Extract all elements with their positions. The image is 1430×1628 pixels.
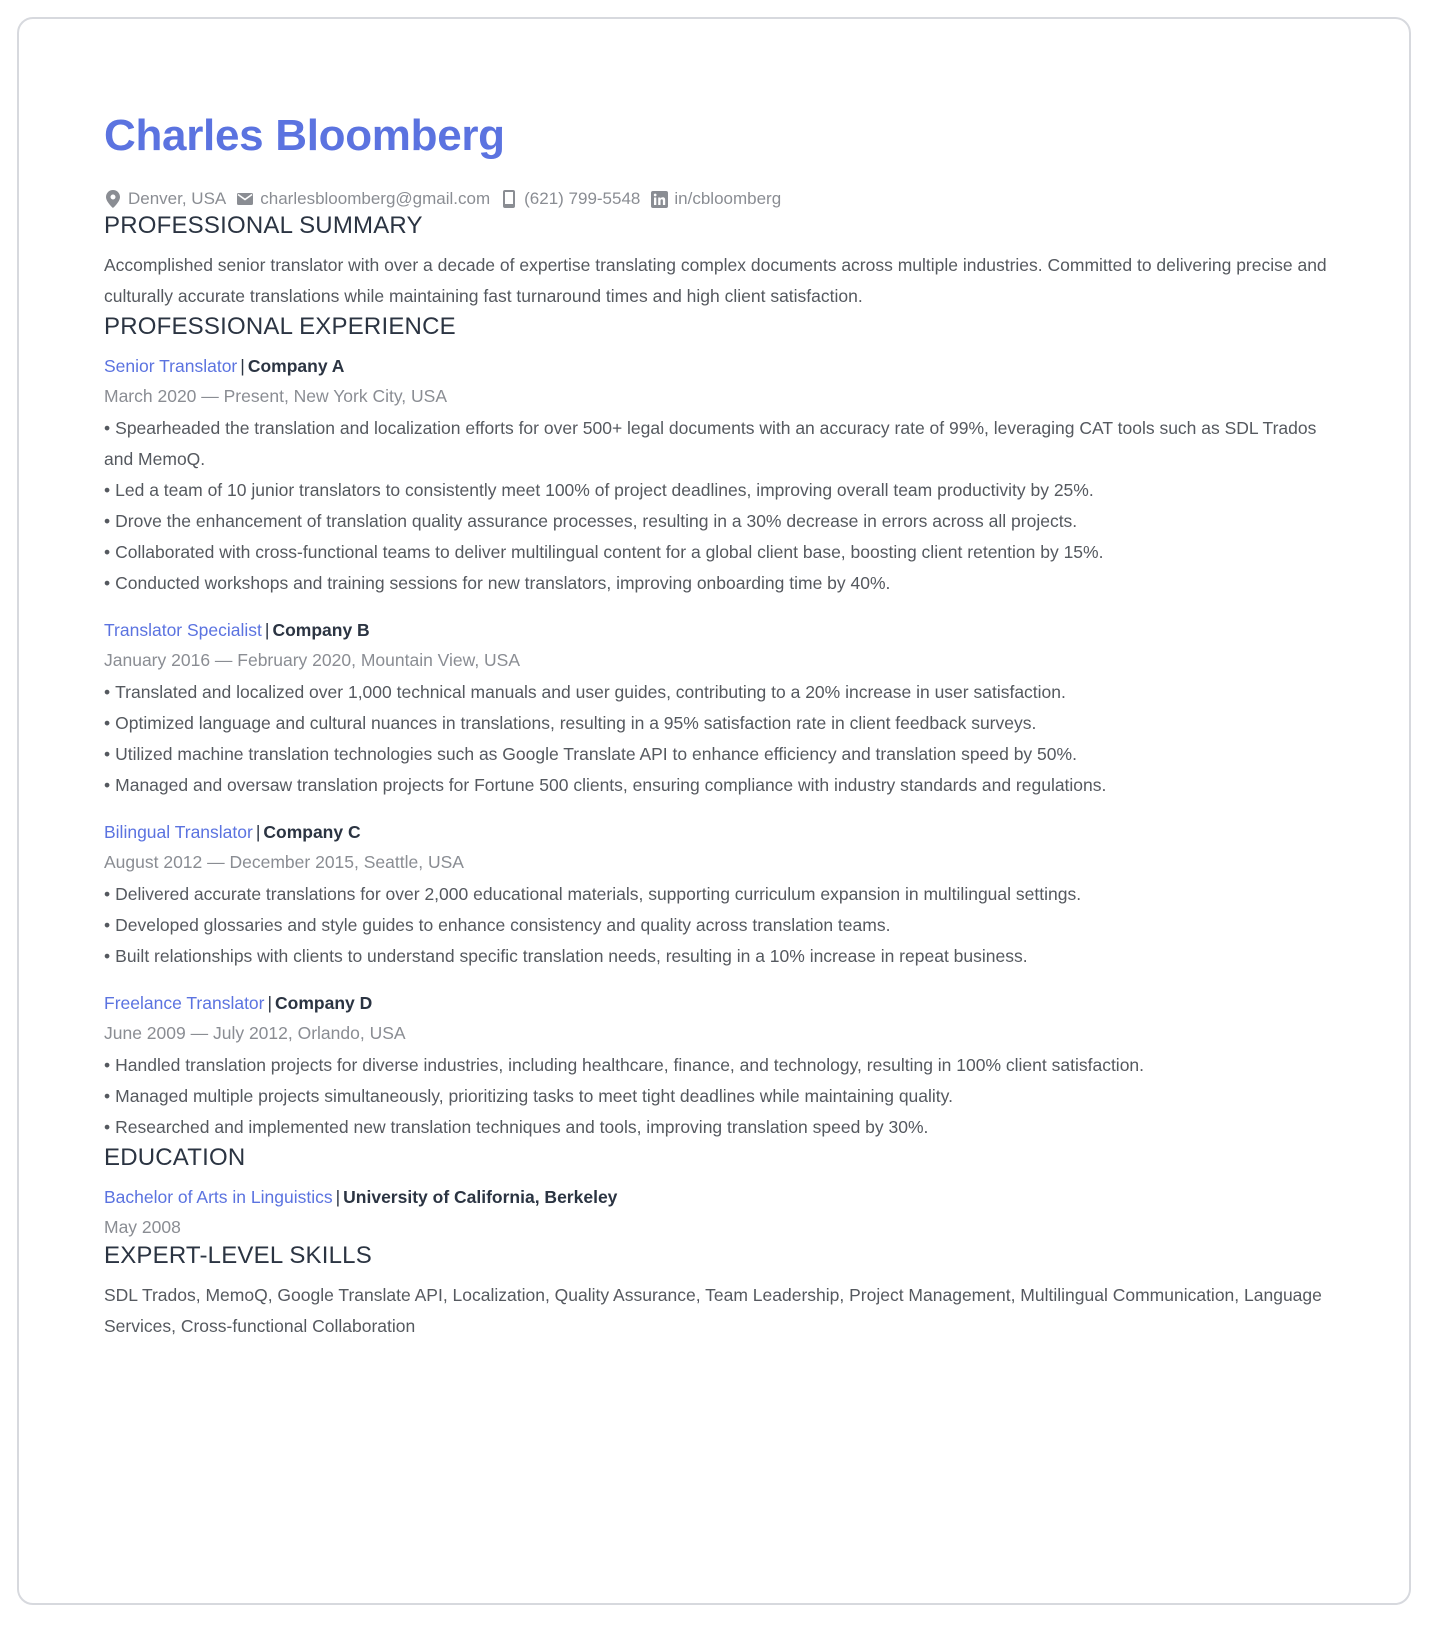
location-pin-icon bbox=[104, 190, 122, 208]
job-bullet: • Built relationships with clients to understand specific translation needs, resulting in a 10% increase in repeat business. bbox=[104, 941, 1334, 972]
contact-email[interactable] bbox=[236, 189, 490, 209]
job-separator: | bbox=[264, 620, 270, 640]
job-bullets bbox=[104, 413, 1334, 599]
experience-heading: PROFESSIONAL EXPERIENCE bbox=[104, 313, 456, 340]
contact-location bbox=[104, 189, 226, 209]
job-header bbox=[104, 616, 1334, 644]
education-separator: | bbox=[335, 1187, 341, 1207]
phone-icon bbox=[500, 190, 518, 208]
contact-bar bbox=[104, 187, 1334, 211]
job-entry bbox=[104, 989, 1334, 1143]
job-bullets bbox=[104, 879, 1334, 972]
education-header bbox=[104, 1183, 1334, 1211]
job-separator: | bbox=[267, 993, 273, 1013]
education-heading: EDUCATION bbox=[104, 1144, 246, 1171]
skills-text: SDL Trados, MemoQ, Google Translate API, Localization, Quality Assurance, Team Leadership, Project Management, Multilingual Communication, Language Services, Cross-functional Collaboration bbox=[104, 1285, 1322, 1336]
phone-text[interactable]: (621) 799-5548 bbox=[524, 189, 641, 208]
job-bullet: • Researched and implemented new translation techniques and tools, improving translation speed by 30%. bbox=[104, 1112, 1334, 1143]
job-separator: | bbox=[240, 356, 245, 376]
job-bullet: • Developed glossaries and style guides to enhance consistency and quality across translation teams. bbox=[104, 910, 1334, 941]
location-text: Denver, USA bbox=[128, 189, 227, 208]
summary-text: Accomplished senior translator with over a decade of expertise translating complex documents across multiple industries. Committed to delivering precise and culturally accurate translations while maintaining fast turnaround times and high client satisfaction. bbox=[104, 255, 1327, 306]
linkedin-text[interactable]: in/cbloomberg bbox=[674, 189, 782, 208]
job-bullet: • Handled translation projects for diverse industries, including healthcare, finance, and technology, resulting in 100% client satisfaction. bbox=[104, 1050, 1334, 1081]
job-bullet: • Utilized machine translation technologies such as Google Translate API to enhance efficiency and translation speed by 50%. bbox=[104, 739, 1334, 770]
job-bullet: • Drove the enhancement of translation quality assurance processes, resulting in a 30% decrease in errors across all projects. bbox=[104, 506, 1334, 537]
candidate-name: Charles Bloomberg bbox=[104, 111, 505, 160]
job-bullet: • Managed multiple projects simultaneously, prioritizing tasks to meet tight deadlines while maintaining quality. bbox=[104, 1081, 1334, 1112]
contact-phone[interactable] bbox=[500, 189, 640, 209]
email-text[interactable]: charlesbloomberg@gmail.com bbox=[260, 189, 491, 208]
job-bullets bbox=[104, 1050, 1334, 1143]
job-role: Freelance Translator bbox=[104, 993, 265, 1013]
job-bullets bbox=[104, 677, 1334, 801]
job-entry bbox=[104, 352, 1334, 599]
job-company: Company B bbox=[272, 620, 370, 640]
job-bullet: • Led a team of 10 junior translators to consistently meet 100% of project deadlines, improving overall team productivity by 25%. bbox=[104, 475, 1334, 506]
summary-heading: PROFESSIONAL SUMMARY bbox=[104, 212, 423, 239]
job-bullet: • Managed and oversaw translation projects for Fortune 500 clients, ensuring compliance with industry standards and regulations. bbox=[104, 770, 1334, 801]
linkedin-icon bbox=[650, 190, 668, 208]
resume-page bbox=[17, 17, 1411, 1605]
job-header bbox=[104, 989, 1334, 1017]
job-bullet: • Spearheaded the translation and localization efforts for over 500+ legal documents with an accuracy rate of 99%, leveraging CAT tools such as SDL Trados and MemoQ. bbox=[104, 413, 1334, 475]
job-bullet: • Conducted workshops and training sessions for new translators, improving onboarding time by 40%. bbox=[104, 568, 1334, 599]
skills-heading: EXPERT-LEVEL SKILLS bbox=[104, 1242, 372, 1269]
job-role: Senior Translator bbox=[104, 356, 238, 376]
job-dates: March 2020 — Present, New York City, USA bbox=[104, 386, 448, 406]
job-role: Translator Specialist bbox=[104, 620, 262, 640]
job-company: Company C bbox=[263, 822, 361, 842]
job-company: Company A bbox=[247, 356, 345, 376]
job-dates: June 2009 — July 2012, Orlando, USA bbox=[104, 1023, 406, 1043]
job-bullet: • Translated and localized over 1,000 technical manuals and user guides, contributing to a 20% increase in user satisfaction. bbox=[104, 677, 1334, 708]
job-company: Company D bbox=[275, 993, 373, 1013]
education-degree: Bachelor of Arts in Linguistics bbox=[104, 1187, 333, 1207]
job-dates: August 2012 — December 2015, Seattle, USA bbox=[104, 852, 464, 872]
job-header bbox=[104, 818, 1334, 846]
envelope-icon bbox=[236, 190, 254, 208]
education-school: University of California, Berkeley bbox=[343, 1187, 618, 1207]
contact-linkedin[interactable] bbox=[650, 189, 781, 209]
job-entry bbox=[104, 616, 1334, 801]
job-header bbox=[104, 352, 1334, 380]
job-bullet: • Collaborated with cross-functional teams to deliver multilingual content for a global client base, boosting client retention by 15%. bbox=[104, 537, 1334, 568]
job-bullet: • Optimized language and cultural nuances in translations, resulting in a 95% satisfaction rate in client feedback surveys. bbox=[104, 708, 1334, 739]
job-role: Bilingual Translator bbox=[104, 822, 253, 842]
job-bullet: • Delivered accurate translations for over 2,000 educational materials, supporting curriculum expansion in multilingual settings. bbox=[104, 879, 1334, 910]
job-dates: January 2016 — February 2020, Mountain View, USA bbox=[104, 650, 521, 670]
education-date: May 2008 bbox=[104, 1217, 181, 1237]
job-entry bbox=[104, 818, 1334, 972]
job-separator: | bbox=[255, 822, 261, 842]
resume-content bbox=[104, 109, 1334, 1342]
education-entry bbox=[104, 1183, 1334, 1241]
